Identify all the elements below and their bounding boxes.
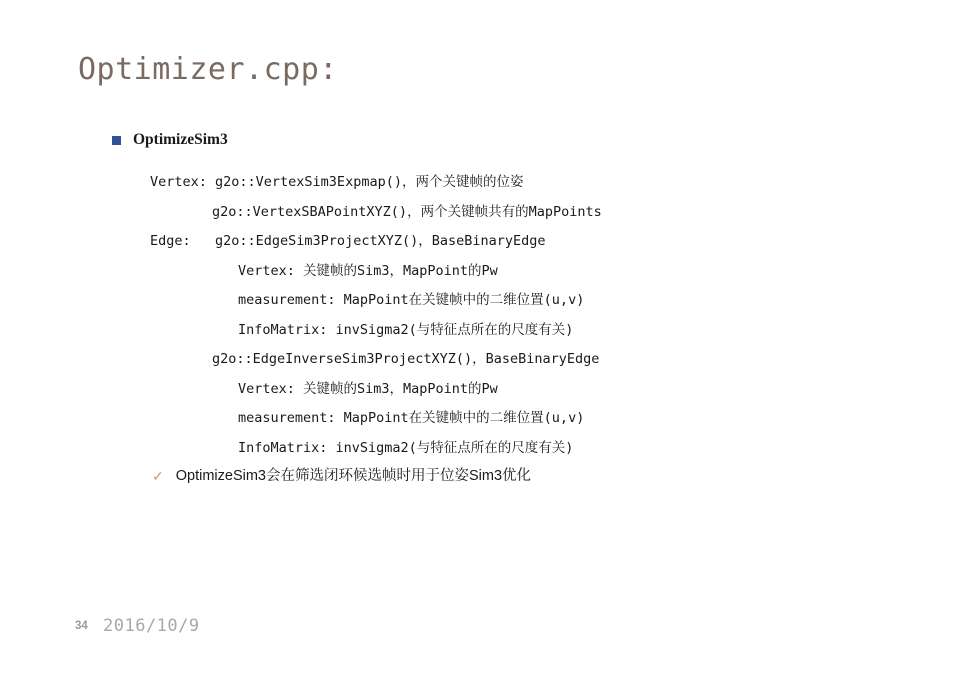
code-line: Vertex: g2o::VertexSim3Expmap()，两个关键帧的位姿: [150, 174, 524, 190]
page-title: Optimizer.cpp:: [78, 52, 338, 87]
checkmark-icon: ✓: [152, 468, 164, 484]
code-line: g2o::VertexSBAPointXYZ()，两个关键帧共有的MapPoints: [212, 203, 602, 220]
code-line: Vertex: 关键帧的Sim3，MapPoint的Pw: [238, 262, 498, 279]
code-line: g2o::EdgeInverseSim3ProjectXYZ()，BaseBinaryEdge: [212, 351, 600, 367]
note-row: [152, 466, 531, 486]
code-line: measurement: MapPoint在关键帧中的二维位置(u,v): [238, 410, 585, 426]
section-bullet-row: [112, 131, 228, 149]
section-label: OptimizeSim3: [133, 131, 228, 148]
slide-number: 34: [75, 620, 88, 632]
code-block: [150, 168, 850, 463]
note-text: OptimizeSim3会在筛选闭环候选帧时用于位姿Sim3优化: [175, 468, 532, 484]
code-line: InfoMatrix: invSigma2(与特征点所在的尺度有关): [238, 439, 574, 456]
code-line: InfoMatrix: invSigma2(与特征点所在的尺度有关): [238, 321, 574, 338]
code-line: Edge: g2o::EdgeSim3ProjectXYZ()，BaseBinaryEdge: [150, 233, 546, 249]
code-line: measurement: MapPoint在关键帧中的二维位置(u,v): [238, 292, 585, 308]
code-line: Vertex: 关键帧的Sim3，MapPoint的Pw: [238, 380, 498, 397]
square-bullet-icon: [112, 136, 121, 145]
footer-date: 2016/10/9: [103, 616, 200, 636]
